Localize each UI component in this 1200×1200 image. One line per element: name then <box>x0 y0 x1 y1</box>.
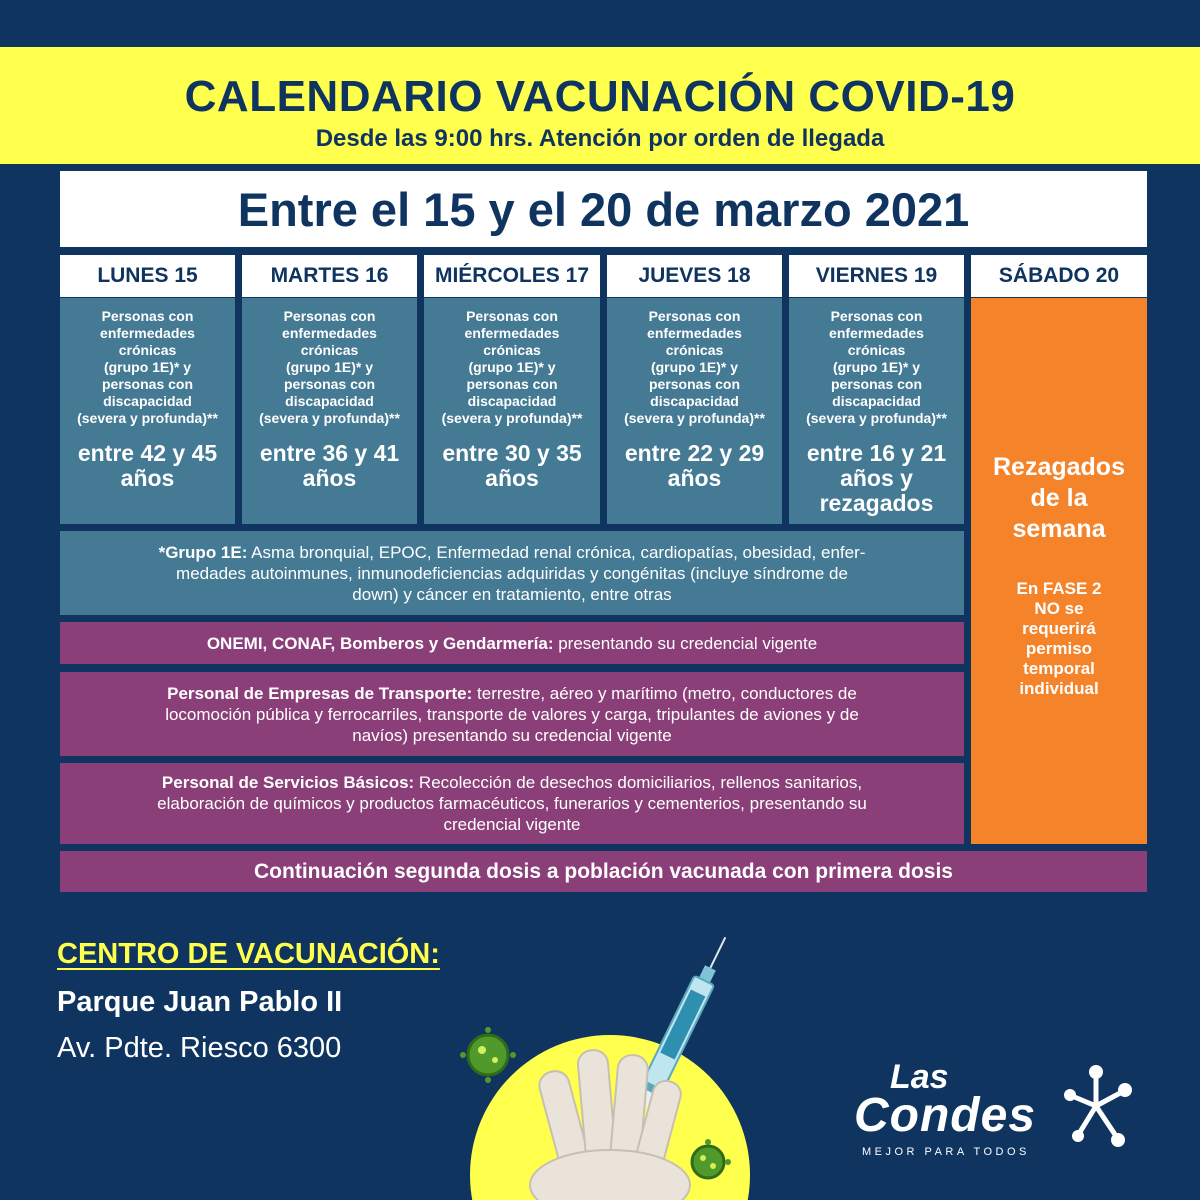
center-address: Av. Pdte. Riesco 6300 <box>57 1032 342 1064</box>
day-card-tuesday <box>242 298 417 524</box>
logo-line1: Las <box>890 1058 949 1096</box>
basic-services-text <box>157 772 867 835</box>
las-condes-logo <box>848 1058 1148 1168</box>
transport-staff-label: Personal de Empresas de Transporte: <box>167 683 473 703</box>
center-name: Parque Juan Pablo II <box>57 986 343 1018</box>
emergency-services-label: ONEMI, CONAF, Bomberos y Gendarmería: <box>206 633 554 653</box>
day-age-range: entre 22 y 29 años <box>624 440 765 491</box>
basic-services-info <box>60 763 964 844</box>
page-subtitle: Desde las 9:00 hrs. Atención por orden de llegada <box>315 125 885 152</box>
day-age-range: entre 36 y 41 años <box>259 440 400 491</box>
day-header-friday: VIERNES 19 <box>789 255 964 297</box>
emergency-services-info <box>60 622 964 664</box>
day-description: Personas con enfermedades crónicas (grupo 1E)* y personas con discapacidad (severa y profunda)** <box>806 308 947 426</box>
second-dose-banner: Continuación segunda dosis a población vacunada con primera dosis <box>60 851 1147 892</box>
day-header-wednesday: MIÉRCOLES 17 <box>424 255 600 297</box>
vaccine-illustration <box>400 920 780 1200</box>
day-age-range: entre 30 y 35 años <box>442 440 582 491</box>
group-1e-info <box>60 531 964 615</box>
group-1e-label: *Grupo 1E: <box>158 542 248 562</box>
day-description: Personas con enfermedades crónicas (grupo 1E)* y personas con discapacidad (severa y profunda)** <box>441 308 583 426</box>
group-1e-detail: Asma bronquial, EPOC, Enfermedad renal crónica, cardiopatías, obesidad, enfer- medades autoinmunes, inmunodeficiencias adquiridas y congénitas (incluye síndrome de down) y cáncer en tratamiento, entre otras <box>176 542 866 604</box>
day-age-range: entre 16 y 21 años y rezagados <box>806 440 947 516</box>
saturday-title: Rezagados de la semana <box>993 453 1125 543</box>
emergency-services-detail: presentando su credencial vigente <box>553 633 818 653</box>
transport-staff-detail: terrestre, aéreo y marítimo (metro, conductores de locomoción pública y ferrocarriles, transporte de valores y carga, tripulantes de aviones y de navíos) presentando su credencial vigente <box>165 683 859 745</box>
day-card-thursday <box>607 298 782 524</box>
day-card-wednesday <box>424 298 600 524</box>
day-header-thursday: JUEVES 18 <box>607 255 782 297</box>
day-card-friday <box>789 298 964 524</box>
day-card-monday <box>60 298 235 524</box>
day-header-tuesday: MARTES 16 <box>242 255 417 297</box>
day-description: Personas con enfermedades crónicas (grupo 1E)* y personas con discapacidad (severa y profunda)** <box>77 308 218 426</box>
day-header-saturday: SÁBADO 20 <box>971 255 1147 297</box>
page-title: CALENDARIO VACUNACIÓN COVID-19 <box>184 72 1016 121</box>
emergency-services-text <box>207 633 817 654</box>
day-age-range: entre 42 y 45 años <box>77 440 218 491</box>
transport-staff-info <box>60 672 964 756</box>
logo-tagline: MEJOR PARA TODOS <box>862 1146 1030 1158</box>
basic-services-detail: Recolección de desechos domiciliarios, rellenos sanitarios, elaboración de químicos y productos farmacéuticos, funerarios y cementerios, presentando su credencial vigente <box>157 773 867 834</box>
transport-staff-text <box>165 683 859 746</box>
basic-services-label: Personal de Servicios Básicos: <box>161 773 415 792</box>
day-card-saturday <box>971 298 1147 844</box>
logo-symbol-icon <box>1060 1062 1140 1152</box>
day-description: Personas con enfermedades crónicas (grupo 1E)* y personas con discapacidad (severa y profunda)** <box>259 308 400 426</box>
day-header-monday: LUNES 15 <box>60 255 235 297</box>
virus-icon <box>460 1027 516 1083</box>
center-label: CENTRO DE VACUNACIÓN: <box>57 938 440 970</box>
saturday-note: En FASE 2 NO se requerirá permiso temporal individual <box>1016 579 1102 698</box>
day-description: Personas con enfermedades crónicas (grupo 1E)* y personas con discapacidad (severa y profunda)** <box>624 308 765 426</box>
logo-line2: Condes <box>854 1089 1037 1142</box>
date-range: Entre el 15 y el 20 de marzo 2021 <box>60 171 1147 247</box>
group-1e-text <box>159 542 866 605</box>
